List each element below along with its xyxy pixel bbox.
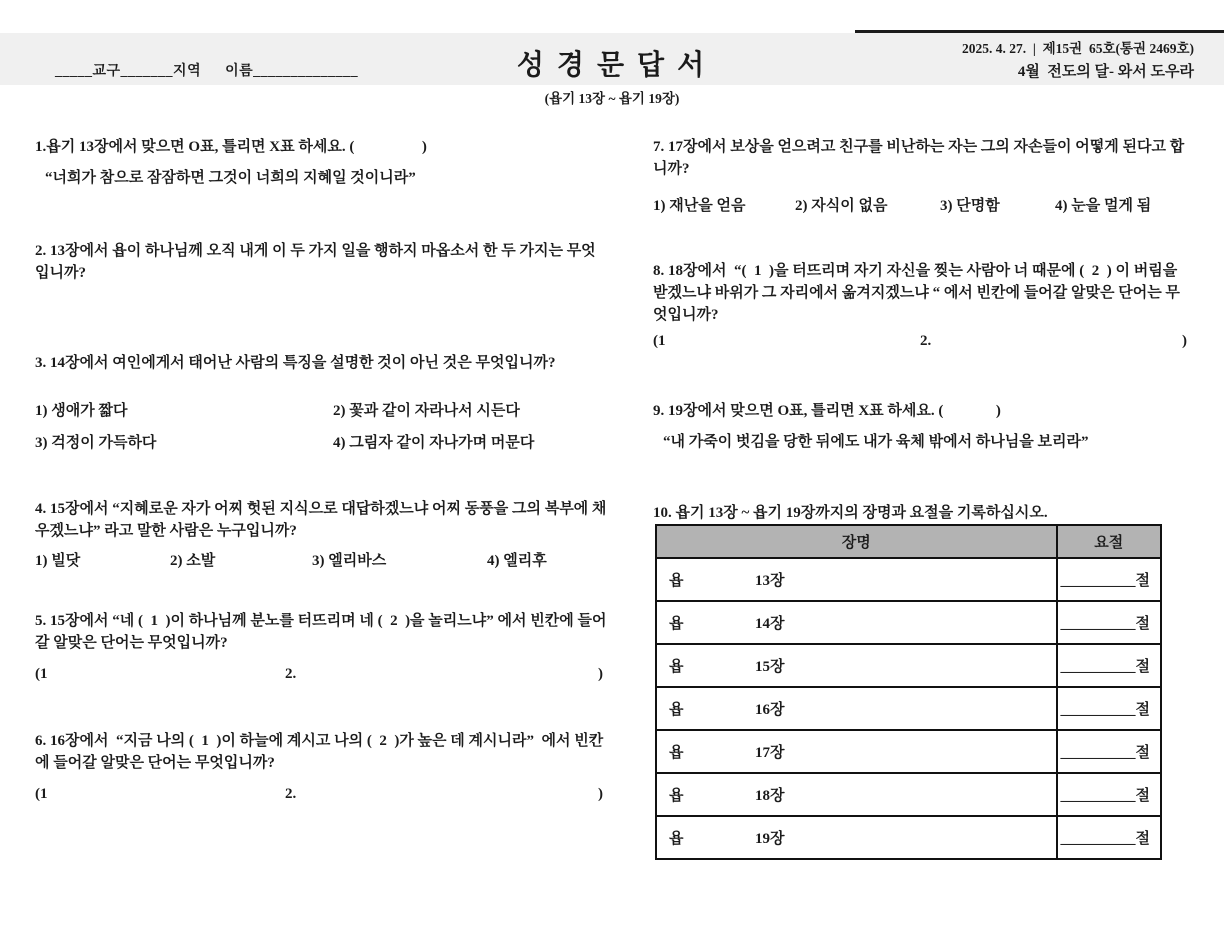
page-title: 성 경 문 답 서 [516,50,708,81]
q3-option-3: 3) 걱정이 가득하다 [35,435,157,451]
q7-option-1: 1) 재난을 얻음 [653,198,746,214]
q4-option-1: 1) 빌닷 [35,553,81,569]
verse-blank: __________절 [1057,773,1161,816]
question-4: 4. 15장에서 “지혜로운 자가 어찌 헛된 지식으로 대답하겠느냐 어찌 동풍을 그의 복부에 채우겠느냐” 라고 말한 사람은 누구입니까? [35,501,607,539]
column-header-verse: 요절 [1057,525,1161,558]
question-8: 8. 18장에서 “( 1 )을 터뜨리며 자기 자신을 찢는 사람아 너 때문에 ( 2 ) 이 버림을 받겠느냐 바위가 그 자리에서 옮겨지겠느냐 “ 에서 빈칸에 들어갈 알맞은 단어는 무엇입니까? [653,263,1181,323]
column-header-chapter: 장명 [656,525,1057,558]
chapter-label: 15장 [755,659,785,675]
table-row [656,558,1161,601]
question-5-answer-line [35,666,609,688]
question-2: 2. 13장에서 욥이 하나님께 오직 내게 이 두 가지 일을 행하지 마옵소서 한 두 가지는 무엇입니까? [35,243,596,281]
chapter-label: 19장 [755,831,785,847]
chapter-label: 17장 [755,745,785,761]
scripture-range-subtitle: (욥기 13장 ~ 욥기 19장) [544,91,680,106]
verse-blank: __________절 [1057,558,1161,601]
chapter-label: 16장 [755,702,785,718]
table-row [656,773,1161,816]
book-label: 욥 [669,659,684,675]
question-9-quote: “내 가죽이 벗김을 당한 뒤에도 내가 육체 밖에서 하나님을 보리라” [663,434,1089,450]
verse-blank: __________절 [1057,644,1161,687]
book-label: 욥 [669,702,684,718]
q7-option-4: 4) 눈을 멀게 됨 [1055,198,1152,214]
table-row [656,730,1161,773]
verse-blank: __________절 [1057,601,1161,644]
chapter-label: 18장 [755,788,785,804]
header-top-rule [855,30,1224,33]
question-3: 3. 14장에서 여인에게서 태어난 사람의 특징을 설명한 것이 아닌 것은 무엇입니까? [35,355,556,371]
q4-option-4: 4) 엘리후 [487,553,547,569]
question-9: 9. 19장에서 맞으면 O표, 틀리면 X표 하세요. ( ) [653,403,1001,419]
q5-blank-1: (1 [35,666,48,682]
question-7: 7. 17장에서 보상을 얻으려고 친구를 비난하는 자는 그의 자손들이 어떻게 된다고 합니까? [653,139,1185,177]
q5-blank-2: 2. [285,666,297,682]
book-label: 욥 [669,831,684,847]
q3-option-1: 1) 생애가 짧다 [35,403,128,419]
q4-option-2: 2) 소발 [170,553,216,569]
question-4-options [35,549,609,571]
table-row [656,601,1161,644]
verse-blank: __________절 [1057,687,1161,730]
question-10: 10. 욥기 13장 ~ 욥기 19장까지의 장명과 요절을 기록하십시오. [653,505,1048,521]
book-label: 욥 [669,788,684,804]
question-1: 1.욥기 13장에서 맞으면 O표, 틀리면 X표 하세요. ( ) [35,139,427,155]
verse-blank: __________절 [1057,730,1161,773]
question-3-options-row1 [35,399,609,421]
chapter-verse-table [655,524,1162,860]
q3-option-4: 4) 그림자 같이 자나가며 머문다 [333,435,535,451]
question-1-quote: “너희가 참으로 잠잠하면 그것이 너희의 지혜일 것이니라” [45,170,416,186]
question-7-options [653,194,1193,216]
q5-blank-close: ) [598,666,603,682]
question-6-answer-line [35,786,609,808]
book-label: 욥 [669,745,684,761]
verse-blank: __________절 [1057,816,1161,859]
q8-blank-2: 2. [920,333,932,349]
q6-blank-2: 2. [285,786,297,802]
q7-option-3: 3) 단명함 [940,198,1000,214]
table-row [656,816,1161,859]
book-label: 욥 [669,573,684,589]
book-label: 욥 [669,616,684,632]
question-5: 5. 15장에서 “네 ( 1 )이 하나님께 분노를 터뜨리며 네 ( 2 )을 놀리느냐” 에서 빈칸에 들어갈 알맞은 단어는 무엇입니까? [35,613,607,651]
q8-blank-1: (1 [653,333,666,349]
table-row [656,644,1161,687]
q8-blank-close: ) [1182,333,1187,349]
table-header-row [656,525,1161,558]
q4-option-3: 3) 엘리바스 [312,553,387,569]
org-fields: _____교구_______지역 이름______________ [55,64,359,79]
q7-option-2: 2) 자식이 없음 [795,198,888,214]
question-6: 6. 16장에서 “지금 나의 ( 1 )이 하늘에 계시고 나의 ( 2 )가 높은 데 계시니라” 에서 빈칸에 들어갈 알맞은 단어는 무엇입니까? [35,733,604,771]
q6-blank-1: (1 [35,786,48,802]
issue-info: 2025. 4. 27. | 제15권 65호(통권 2469호) [962,41,1194,56]
chapter-label: 14장 [755,616,785,632]
question-8-answer-line [653,333,1193,355]
chapter-label: 13장 [755,573,785,589]
table-row [656,687,1161,730]
month-theme: 4월 전도의 달- 와서 도우라 [1017,64,1194,80]
q6-blank-close: ) [598,786,603,802]
question-3-options-row2 [35,431,609,453]
q3-option-2: 2) 꽃과 같이 자라나서 시든다 [333,403,520,419]
